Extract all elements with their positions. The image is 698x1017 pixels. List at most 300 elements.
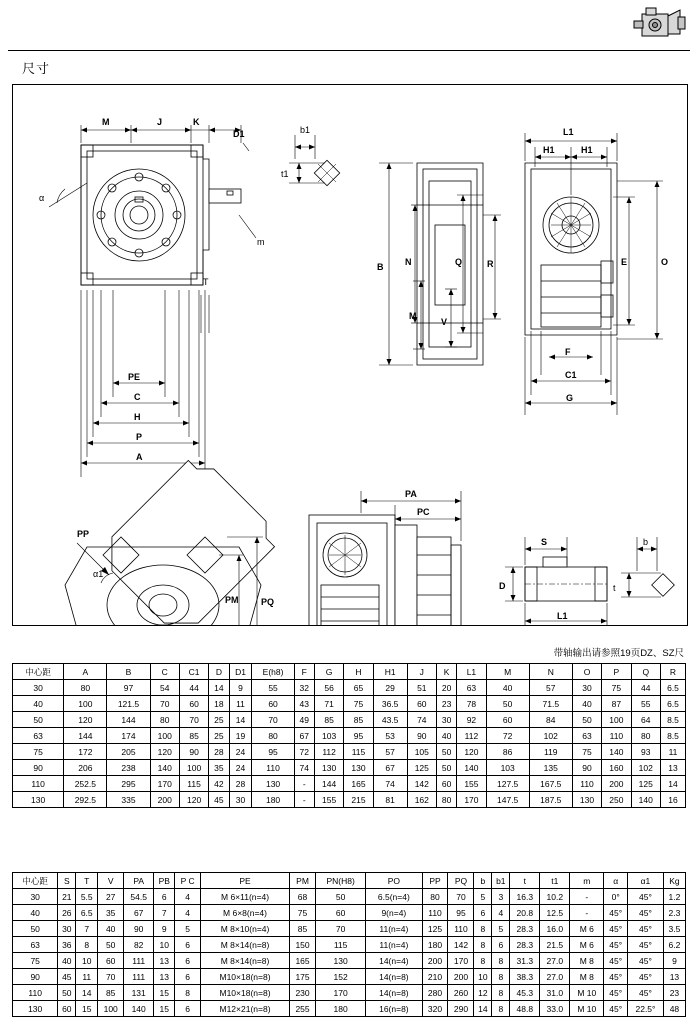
table-cell: 80 (422, 889, 448, 905)
table-cell: 85 (290, 921, 316, 937)
table-cell: 210 (422, 969, 448, 985)
table-cell: 80 (631, 728, 660, 744)
table-cell: 147.5 (486, 792, 529, 808)
shaft-detail (499, 537, 674, 625)
table-cell: 72 (486, 728, 529, 744)
table-cell: 11 (76, 969, 98, 985)
table-cell: 29 (373, 680, 407, 696)
table-cell: 30 (229, 792, 252, 808)
table-cell: 27.0 (540, 953, 570, 969)
table-cell: 40 (58, 953, 76, 969)
table-cell: 56 (314, 680, 343, 696)
row-label-cell: 90 (13, 969, 58, 985)
table-cell: M10×18(n=8) (201, 969, 290, 985)
svg-text:L1: L1 (563, 127, 574, 137)
table-cell: 27.0 (540, 969, 570, 985)
table-cell: 67 (373, 760, 407, 776)
table-cell: 65 (344, 680, 373, 696)
column-header-17: O (572, 664, 601, 680)
table-cell: 103 (314, 728, 343, 744)
table-cell: 16.0 (540, 921, 570, 937)
table-row (13, 760, 686, 776)
row-label-cell: 110 (13, 985, 58, 1001)
table-cell: 11 (660, 744, 685, 760)
table-cell: 49 (294, 712, 314, 728)
table-cell: 44 (179, 680, 208, 696)
row-label-cell: 50 (13, 712, 64, 728)
table-cell: M 6 (570, 937, 604, 953)
column-header-18: P (602, 664, 631, 680)
column-header-3: C (150, 664, 179, 680)
table-cell: 15 (154, 1001, 175, 1017)
table-cell: M 8 (570, 969, 604, 985)
svg-text:C: C (134, 392, 141, 402)
table-cell: 6.5 (660, 680, 685, 696)
table-cell: 23 (436, 696, 456, 712)
table-cell: 43 (294, 696, 314, 712)
table-cell: 110 (422, 905, 448, 921)
svg-text:PQ: PQ (261, 597, 275, 607)
column-header-20: R (660, 664, 685, 680)
svg-text:H1: H1 (581, 145, 593, 155)
table-cell: 80 (252, 728, 294, 744)
table-cell: 16 (660, 792, 685, 808)
table-cell: 127.5 (486, 776, 529, 792)
table-cell: 165 (290, 953, 316, 969)
table-row (13, 937, 686, 953)
table-cell: 60 (316, 905, 366, 921)
table-cell: 74 (373, 776, 407, 792)
table-cell: 10 (154, 937, 175, 953)
table-cell: 38.3 (510, 969, 540, 985)
table-cell: 75 (572, 744, 601, 760)
table-cell: 100 (64, 696, 107, 712)
table-cell: 252.5 (64, 776, 107, 792)
table-cell: 125 (407, 760, 436, 776)
column-header-5: PB (154, 873, 175, 889)
column-header-6: P C (175, 873, 201, 889)
table-cell: 175 (290, 969, 316, 985)
table-cell: 172 (64, 744, 107, 760)
table-cell: 170 (316, 985, 366, 1001)
table-cell: 131 (124, 985, 154, 1001)
row-label-cell: 30 (13, 889, 58, 905)
table-cell: 85 (98, 985, 124, 1001)
table-cell: 14 (209, 680, 229, 696)
svg-text:PM: PM (225, 595, 239, 605)
column-header-14: L1 (457, 664, 486, 680)
table-cell: 53 (373, 728, 407, 744)
table-cell: 7 (76, 921, 98, 937)
table-cell: 10.2 (540, 889, 570, 905)
table-cell: 130 (314, 760, 343, 776)
table-cell: 5 (492, 921, 510, 937)
table-cell: 21 (58, 889, 76, 905)
table-cell: 75 (290, 905, 316, 921)
table-cell: 142 (448, 937, 474, 953)
table-cell: 48 (663, 1001, 685, 1017)
table-cell: M 8×10(n=4) (201, 921, 290, 937)
column-header-12: PQ (448, 873, 474, 889)
table-cell: 250 (602, 792, 631, 808)
table-cell: 63 (572, 728, 601, 744)
table-row (13, 969, 686, 985)
front-view (39, 117, 265, 477)
row-label-cell: 50 (13, 921, 58, 937)
table-cell: 40 (486, 680, 529, 696)
table-cell: 130 (572, 792, 601, 808)
table-cell: 84 (529, 712, 572, 728)
table-cell: 50 (98, 937, 124, 953)
table-cell: 144 (64, 728, 107, 744)
column-header-18: α (604, 873, 628, 889)
column-header-20: Kg (663, 873, 685, 889)
table-cell: 4 (175, 889, 201, 905)
table-cell: 48.8 (510, 1001, 540, 1017)
table-cell: 120 (64, 712, 107, 728)
table-cell: 85 (344, 712, 373, 728)
table-cell: 70 (98, 969, 124, 985)
table-cell: 95 (252, 744, 294, 760)
table-cell: 80 (64, 680, 107, 696)
table-cell: M 10 (570, 985, 604, 1001)
table-cell: 5 (474, 889, 492, 905)
svg-text:V: V (441, 317, 448, 327)
table-cell: - (294, 776, 314, 792)
table-cell: 45° (628, 953, 664, 969)
table-cell: 43.5 (373, 712, 407, 728)
table-cell: 150 (290, 937, 316, 953)
svg-text:D: D (499, 581, 506, 591)
table-cell: 57 (373, 744, 407, 760)
table-cell: 31.0 (540, 985, 570, 1001)
table-cell: 44 (631, 680, 660, 696)
drawing-svg (13, 85, 687, 625)
table-cell: 60 (436, 776, 456, 792)
table-cell: 36 (58, 937, 76, 953)
table-row (13, 744, 686, 760)
table-header-row (13, 873, 686, 889)
table-cell: 6.5 (660, 696, 685, 712)
column-header-17: m (570, 873, 604, 889)
table-cell: 7 (154, 905, 175, 921)
table-cell: 16(n=8) (366, 1001, 422, 1017)
table-cell: 92 (457, 712, 486, 728)
table-row (13, 1001, 686, 1017)
table-cell: 20.8 (510, 905, 540, 921)
table-cell: 11 (229, 696, 252, 712)
table-cell: 71.5 (529, 696, 572, 712)
table-cell: 14 (76, 985, 98, 1001)
table-cell: 27 (98, 889, 124, 905)
svg-text:PE: PE (128, 372, 141, 382)
table-cell: 16.3 (510, 889, 540, 905)
table-cell: 10 (76, 953, 98, 969)
table-cell: 8 (492, 969, 510, 985)
table-row (13, 905, 686, 921)
table-cell: 67 (124, 905, 154, 921)
table-cell: M 6 (570, 921, 604, 937)
table-cell: 14(n=8) (366, 985, 422, 1001)
table-cell: 5.5 (76, 889, 98, 905)
svg-text:S: S (541, 537, 548, 547)
row-label-cell: 90 (13, 760, 64, 776)
table-cell: M 8×14(n=8) (201, 937, 290, 953)
table-cell: 110 (602, 728, 631, 744)
table-cell: 12.5 (540, 905, 570, 921)
table-cell: - (570, 905, 604, 921)
table-cell: 200 (448, 969, 474, 985)
table-body (13, 680, 686, 808)
svg-text:t: t (613, 583, 616, 593)
table-cell: 23 (663, 985, 685, 1001)
table-row (13, 776, 686, 792)
table-cell: 45° (628, 985, 664, 1001)
keyway-detail (281, 125, 340, 186)
table-cell: 200 (422, 953, 448, 969)
table-cell: 36.5 (373, 696, 407, 712)
table-cell: 51 (407, 680, 436, 696)
table-cell: 112 (314, 744, 343, 760)
table-cell: 93 (631, 744, 660, 760)
table-cell: 140 (631, 792, 660, 808)
table-cell: 70 (448, 889, 474, 905)
table-row (13, 792, 686, 808)
table-cell: 80 (150, 712, 179, 728)
svg-text:N: N (405, 257, 412, 267)
table-cell: 102 (631, 760, 660, 776)
column-header-16: t1 (540, 873, 570, 889)
svg-text:Q: Q (455, 257, 463, 267)
reference-note: 带轴输出请参照19页DZ、SZ尺 (553, 648, 684, 659)
table-cell: 9 (154, 921, 175, 937)
column-header-6: D1 (229, 664, 252, 680)
table-cell: 144 (314, 776, 343, 792)
table-cell: 200 (150, 792, 179, 808)
table-cell: 4 (492, 905, 510, 921)
header-divider (8, 50, 690, 51)
svg-text:α1: α1 (93, 569, 104, 579)
table-cell: 152 (316, 969, 366, 985)
row-label-cell: 130 (13, 1001, 58, 1017)
table-cell: 140 (124, 1001, 154, 1017)
table-cell: 115 (316, 937, 366, 953)
column-header-1: A (64, 664, 107, 680)
table-cell: 28.3 (510, 937, 540, 953)
svg-text:t1: t1 (281, 169, 289, 179)
table-cell: 142 (407, 776, 436, 792)
svg-text:α: α (39, 193, 45, 203)
table-cell: M 6×8(n=4) (201, 905, 290, 921)
side-view (377, 163, 501, 365)
svg-text:PC: PC (417, 507, 430, 517)
table-cell: 140 (602, 744, 631, 760)
table-cell: 180 (422, 937, 448, 953)
table-cell: 100 (150, 728, 179, 744)
table-body (13, 889, 686, 1017)
table-cell: 50 (436, 744, 456, 760)
table-cell: 14(n=4) (366, 953, 422, 969)
table-cell: 100 (98, 1001, 124, 1017)
table-cell: 335 (107, 792, 150, 808)
table-cell: 45 (58, 969, 76, 985)
table-cell: 82 (124, 937, 154, 953)
table-cell: 71 (314, 696, 343, 712)
table-cell: 125 (631, 776, 660, 792)
table-cell: 22.5° (628, 1001, 664, 1017)
table-cell: 13 (154, 969, 175, 985)
svg-text:B: B (377, 262, 384, 272)
table-cell: 50 (436, 760, 456, 776)
table-cell: 170 (457, 792, 486, 808)
table-cell: 130 (316, 953, 366, 969)
table-cell: 14 (229, 712, 252, 728)
table-cell: 130 (344, 760, 373, 776)
table-cell: 0° (604, 889, 628, 905)
table-cell: 45° (628, 937, 664, 953)
table-cell: 54.5 (124, 889, 154, 905)
table-cell: 14(n=8) (366, 969, 422, 985)
column-header-14: b1 (492, 873, 510, 889)
svg-text:C1: C1 (565, 370, 577, 380)
row-label-cell: 40 (13, 696, 64, 712)
table-cell: 5 (175, 921, 201, 937)
table-cell: 238 (107, 760, 150, 776)
table-cell: 115 (179, 776, 208, 792)
table-cell: 105 (407, 744, 436, 760)
table-cell: 70 (252, 712, 294, 728)
table-cell: 100 (602, 712, 631, 728)
svg-text:F: F (565, 347, 571, 357)
column-header-12: J (407, 664, 436, 680)
table-cell: 74 (407, 712, 436, 728)
svg-text:O: O (661, 257, 669, 267)
svg-text:E: E (621, 257, 628, 267)
table-cell: 280 (422, 985, 448, 1001)
table-cell: 45° (604, 985, 628, 1001)
svg-text:T: T (203, 277, 209, 287)
row-label-cell: 75 (13, 953, 58, 969)
table-cell: 45° (628, 905, 664, 921)
svg-text:L1: L1 (557, 611, 568, 621)
table-cell: M10×18(n=8) (201, 985, 290, 1001)
table-cell: 1.2 (663, 889, 685, 905)
table-cell: 6.5 (76, 905, 98, 921)
table-cell: 45° (604, 937, 628, 953)
table-cell: 40 (98, 921, 124, 937)
table-cell: M 8×14(n=8) (201, 953, 290, 969)
column-header-11: PP (422, 873, 448, 889)
table-cell: 33.0 (540, 1001, 570, 1017)
table-cell: 170 (448, 953, 474, 969)
table-cell: 200 (602, 776, 631, 792)
table-cell: 45° (604, 1001, 628, 1017)
table-cell: 160 (602, 760, 631, 776)
table-cell: 64 (631, 712, 660, 728)
table-cell: 95 (448, 905, 474, 921)
svg-text:G: G (566, 393, 574, 403)
table-cell: 54 (150, 680, 179, 696)
table-cell: 8 (492, 953, 510, 969)
table-cell: 14 (660, 776, 685, 792)
table-cell: 28.3 (510, 921, 540, 937)
table-cell: 4 (175, 905, 201, 921)
table-cell: 103 (486, 760, 529, 776)
flange-view (65, 452, 283, 625)
table-cell: 3.5 (663, 921, 685, 937)
table-cell: 13 (154, 953, 175, 969)
table-cell: 167.5 (529, 776, 572, 792)
table-cell: 121.5 (107, 696, 150, 712)
column-header-10: PO (366, 873, 422, 889)
column-header-4: PA (124, 873, 154, 889)
table-cell: 8.5 (660, 712, 685, 728)
table-cell: 35 (98, 905, 124, 921)
table-cell: 187.5 (529, 792, 572, 808)
column-header-15: M (486, 664, 529, 680)
table-cell: 25 (209, 728, 229, 744)
table-cell: 170 (150, 776, 179, 792)
table-cell: 255 (290, 1001, 316, 1017)
row-label-cell: 130 (13, 792, 64, 808)
rear-view (525, 127, 668, 415)
table-cell: 155 (457, 776, 486, 792)
table-cell: 260 (448, 985, 474, 1001)
table-cell: M12×21(n=8) (201, 1001, 290, 1017)
table-cell: 102 (529, 728, 572, 744)
table-cell: 55 (252, 680, 294, 696)
column-header-10: H (344, 664, 373, 680)
table-cell: 135 (529, 760, 572, 776)
svg-text:M: M (102, 117, 110, 127)
table-cell: 130 (252, 776, 294, 792)
table-cell: 8 (474, 953, 492, 969)
column-header-15: t (510, 873, 540, 889)
table-cell: 60 (98, 953, 124, 969)
column-header-7: PE (201, 873, 290, 889)
table-cell: 230 (290, 985, 316, 1001)
svg-text:PP: PP (77, 529, 90, 539)
table-cell: 13 (663, 969, 685, 985)
table-cell: 40 (436, 728, 456, 744)
table-cell: 72 (294, 744, 314, 760)
table-cell: 120 (457, 744, 486, 760)
table-cell: 40 (572, 696, 601, 712)
table-cell: 50 (486, 696, 529, 712)
table-cell: 30 (436, 712, 456, 728)
svg-text:H: H (134, 412, 141, 422)
column-header-3: V (98, 873, 124, 889)
table-cell: 15 (154, 985, 175, 1001)
table-cell: 45° (604, 969, 628, 985)
table-row (13, 696, 686, 712)
table-cell: 45° (628, 969, 664, 985)
table-cell: - (294, 792, 314, 808)
svg-text:D1: D1 (233, 129, 245, 139)
table-cell: 28 (209, 744, 229, 760)
table-cell: 140 (457, 760, 486, 776)
table-cell: 6 (492, 937, 510, 953)
table-cell: 8 (175, 985, 201, 1001)
table-cell: 60 (407, 696, 436, 712)
table-cell: 8 (474, 921, 492, 937)
table-cell: 45° (604, 921, 628, 937)
table-cell: 8.5 (660, 728, 685, 744)
table-cell: 95 (344, 728, 373, 744)
table-cell: - (570, 889, 604, 905)
table-cell: 63 (457, 680, 486, 696)
table-cell: 57 (529, 680, 572, 696)
